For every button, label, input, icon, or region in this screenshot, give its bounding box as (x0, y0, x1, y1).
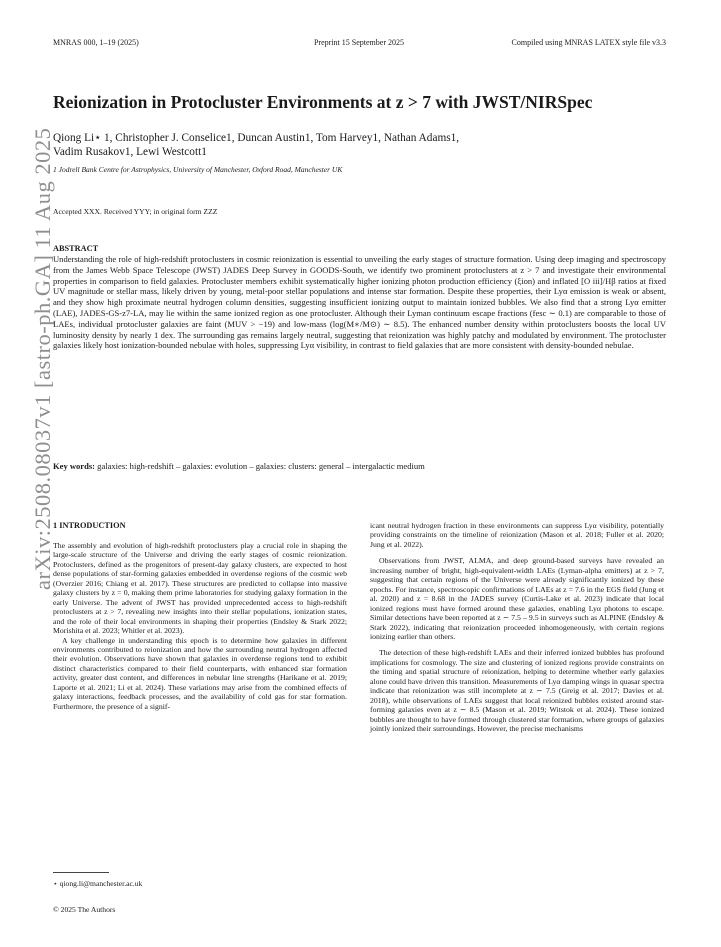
accepted-line: Accepted XXX. Received YYY; in original form ZZZ (53, 207, 218, 216)
abstract-text: Understanding the role of high-redshift protoclusters in cosmic reionization is essential to unveiling the early stages of structure formation. Using deep imaging and spectroscopy from the James Webb Space Telescope (JWST) JADES Deep Survey in GOODS-South, we identify two prominent protoclusters at z > 7 and investigate their environmental properties in comparison to field galaxies. Protocluster members exhibit systematically higher ionizing photon production efficiency (ξion) and inflated [O iii]/Hβ ratios at fixed UV magnitude or stellar mass, likely driven by young, metal-poor stellar populations and intense star formation. Despite these properties, their Lyα emission is weak or absent, and they show high proximate neutral hydrogen column densities, suggesting insufficient ionizing output to maintain ionized bubbles. We also find that a strong Lyα emitter (LAE), JADES-GS-z7-LA, may lie within the same ionized region as one protocluster. Although their Lyman continuum escape fractions (fesc ∼ 0.1) are comparable to those of LAEs, individual protocluster galaxies are faint (MUV > −19) and low-mass (log(M∗/M⊙) ∼ 8.5). The enhanced number density within protoclusters boosts the local UV luminosity density by nearly 1 dex. The surrounding gas remains largely neutral, suggesting that reionization was highly patchy and modulated by environment. The protocluster galaxies likely host ionization-bounded nebulae with holes, suppressing Lyα visibility, in contrast to field galaxies that are more consistent with density-bounded nebulae. (53, 254, 666, 351)
paper-title: Reionization in Protocluster Environments at z > 7 with JWST/NIRSpec (53, 92, 593, 112)
right-column (370, 521, 664, 734)
keywords (53, 461, 666, 472)
abstract-heading: ABSTRACT (53, 244, 99, 253)
copyright: © 2025 The Authors (53, 905, 116, 914)
author-list (53, 131, 663, 159)
section-heading-introduction: 1 INTRODUCTION (53, 521, 126, 530)
intro-paragraph-2: A key challenge in understanding this epoch is to determine how galaxies in different environments contributed to reionization and how the surrounding neutral hydrogen affected their evolution. Observations have shown that galaxies in overdense regions tend to exhibit distinct characteristics compared to their field counterparts, with enhanced star formation activity, greater dust content, and differences in nebular line strengths (Harikane et al. 2019; Laporte et al. 2021; Li et al. 2024). These variations may arise from the combined effects of galaxy interactions, feedback processes, and the availability of cold gas for star formation. Furthermore, the presence of a signif- (53, 635, 347, 711)
keywords-label: Key words: (53, 461, 96, 471)
footnote-rule (53, 872, 109, 873)
arxiv-stamp: arXiv:2508.08037v1 [astro-ph.GA] 11 Aug 2025 (30, 127, 55, 590)
footnote-email: ⋆ qiong.li@manchester.ac.uk (53, 879, 143, 888)
keywords-text: galaxies: high-redshift – galaxies: evolution – galaxies: clusters: general – intergalactic medium (97, 461, 425, 471)
preprint-date: Preprint 15 September 2025 (314, 38, 404, 47)
journal-reference: MNRAS 000, 1–19 (2025) (53, 38, 139, 47)
compiled-note: Compiled using MNRAS LATEX style file v3.3 (511, 38, 666, 47)
intro-paragraph-1: The assembly and evolution of high-redshift protoclusters play a crucial role in shaping the large-scale structure of the Universe and driving the early stages of cosmic reionization. Protoclusters, defined as the progenitors of present-day galaxy clusters, are expected to host dense populations of star-forming galaxies embedded in overdense regions of the cosmic web (Overzier 2016; Chiang et al. 2017). These structures are predicted to collapse into massive galaxy clusters by z = 0, making them prime laboratories for studying galaxy formation in the early Universe. The advent of JWST has provided unprecedented access to high-redshift protoclusters at z > 7, revealing new insights into their stellar populations, ionization states, and the role of their local environments in shaping their properties (Endsley & Stark 2022; Morishita et al. 2023; Whitler et al. 2023). (53, 541, 347, 636)
author-line-1: Qiong Li⋆ 1, Christopher J. Conselice1, Duncan Austin1, Tom Harvey1, Nathan Adams1, (53, 132, 460, 144)
intro-paragraph-4: Observations from JWST, ALMA, and deep ground-based surveys have revealed an increasing number of bright, high-equivalent-width LAEs (Lyman-alpha emitters) at z > 7, suggesting that certain regions of the Universe were already significantly ionized by these epochs. For instance, spectroscopic confirmations of LAEs at z = 7.6 in the EGS field (Jung et al. 2020) and z = 8.68 in the JADES survey (Curtis-Lake et al. 2023) indicate that local ionized regions must have formed around these galaxies, enabling Lyα photons to escape. Similar detections have been reported at z ∼ 7.5 – 9.5 in surveys such as ALPINE (Endsley & Stark 2022), indicating that reionization proceeded inhomogeneously, with certain regions ionizing earlier than others. (370, 556, 664, 641)
affiliation: 1 Jodrell Bank Centre for Astrophysics, University of Manchester, Oxford Road, Manchester UK (53, 165, 343, 174)
intro-paragraph-5: The detection of these high-redshift LAEs and their inferred ionized bubbles has profound implications for cosmology. The size and clustering of ionized regions provide constraints on the timing and spatial structure of reionization, helping to determine whether early galaxies alone could have driven this transition. Measurements of Lyα damping wings in quasar spectra indicate that reionization was still incomplete at z ∼ 7.5 (Greig et al. 2017; Davies et al. 2018), while observations of LAEs suggest that local reionized bubbles existed around star-forming galaxies even at z ∼ 8.5 (Mason et al. 2019; Witstok et al. 2024). These ionized bubbles are thought to have formed through clustered star formation, where groups of galaxies jointly ionized their surroundings. However, the precise mechanisms (370, 648, 664, 734)
author-line-2: Vadim Rusakov1, Lewi Westcott1 (53, 146, 207, 158)
intro-paragraph-3: icant neutral hydrogen fraction in these environments can suppress Lyα visibility, potentially providing constraints on the timeline of reionization (Mason et al. 2018; Fuller et al. 2020; Jung et al. 2022). (370, 521, 664, 549)
left-column (53, 521, 347, 711)
